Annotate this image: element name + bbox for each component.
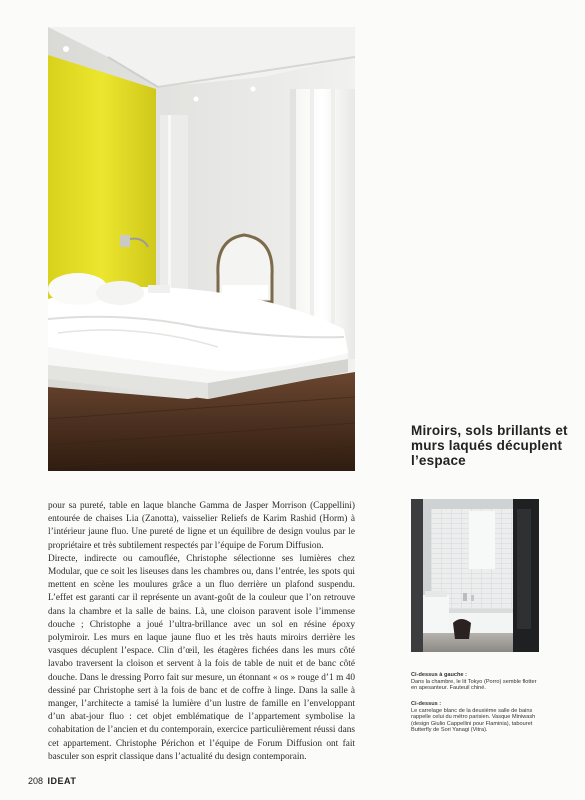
magazine-name: IDEAT xyxy=(47,776,77,786)
caption-text: Le carrelage blanc de la deuxième salle de bains rappelle celui du métro parisien. Vasque Miniwash (design Giulio Cappellini pour Flaminia), tabouret Butterfly de Sori Yanagi (Vitra). xyxy=(411,707,536,734)
caption-heading: Ci-dessus à gauche : xyxy=(411,672,467,678)
pull-quote: Miroirs, sols brillants et murs laqués décuplent l’espace xyxy=(411,423,568,468)
bathroom-photo xyxy=(411,499,539,652)
caption-above xyxy=(411,701,541,734)
article-body xyxy=(48,500,355,764)
body-paragraph: Directe, indirecte ou camouflée, Christophe sélectionne ses lumières chez Modular, que ce soit les liseuses dans les chambres ou, dans l’entrée, les spots qui mettent en scène les moulures grâce a un fluo derrière un plafond suspendu. L’effet est garanti car il représente un avant-goût de la couleur que l’on retrouve dans la chambre et la salle de bains. Là, une cloison paravent isole l’immense douche ; Christophe a joué l’ultra-brillance avec un sol en résine époxy polymiroir. Les murs en laque jaune fluo et les très hauts miroirs derrière les vasques décuplent l’espace. Clin d’œil, les étagères fichées dans les murs côté lavabo traversent la cloison et servent à la fois de table de nuit et de banc côté douche. Dans le dressing Porro fait sur mesure, un étonnant « os » rouge d’1 m 40 dessiné par Christophe sert à la fois de banc et de coffre à linge. Dans la salle à manger, l’architecte a tamisé la lumière d’un lustre de famille en l’enveloppant d’un abat-jour fluo : cet objet emblématique de l’appartement symbolise la cohabitation de l’ancien et du contemporain, exercice particulièrement réussi dans cet appartement. Christophe Périchon et l’équipe de Forum Diffusion ont fait basculer son esprit classique dans l’actualité du design contemporain. xyxy=(48,553,355,762)
page-number: 208 xyxy=(28,776,44,786)
body-paragraph: pour sa pureté, table en laque blanche Gamma de Jasper Morrison (Cappellini) entourée de chaises Lia (Zanotta), vaisselier Reliefs de Karim Rashid (Horm) à l’intérieur jaune fluo. Une pureté de ligne et un équilibre de design voulus par le propriétaire et très subtilement respectés par l’équipe de Forum Diffusion. xyxy=(48,501,355,551)
caption-top-left xyxy=(411,672,541,692)
bedroom-photo xyxy=(48,27,355,471)
caption-heading: Ci-dessus : xyxy=(411,701,442,707)
page-folio xyxy=(28,776,76,786)
caption-text: Dans la chambre, le lit Tokyo (Porro) semble flotter en apesanteur. Fauteuil chiné. xyxy=(411,678,537,692)
